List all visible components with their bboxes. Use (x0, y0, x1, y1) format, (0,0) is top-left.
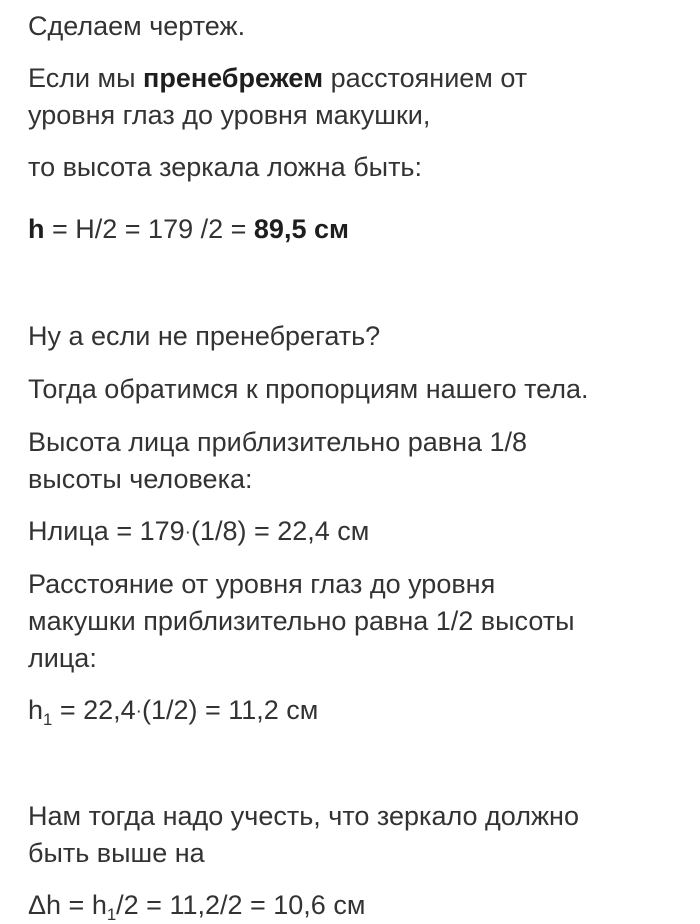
formula-expression: = H/2 = 179 /2 = (44, 214, 254, 244)
neglect-pre-text: Если мы (28, 63, 144, 93)
conclusion-line-1: Нам тогда надо учесть, что зеркало должно (28, 801, 579, 831)
distance-line-1: Расстояние от уровня глаз до уровня (28, 569, 496, 599)
intro-line: Сделаем чертеж. (28, 11, 246, 41)
formula-h1-subscript: 1 (43, 709, 53, 729)
face-height-line-1: Высота лица приблизительно равна 1/8 (28, 427, 528, 457)
formula-h1 (28, 694, 318, 728)
conclusion-line-2: быть выше на (28, 838, 205, 868)
neglect-post-text: расстоянием от (323, 63, 528, 93)
distance-line-2: макушки приблизительно равна 1/2 высоты (28, 606, 575, 636)
formula-result: 89,5 см (253, 214, 349, 244)
formula-delta-h (28, 889, 366, 924)
proportions-line: Тогда обратимся к пропорциям нашего тела. (28, 374, 589, 404)
formula-h-symbol: h (28, 214, 45, 244)
neglect-paragraph-line-1 (28, 62, 527, 94)
distance-line-3: лица: (28, 643, 97, 673)
formula-delta-post: /2 = 11,2/2 = 10,6 см (116, 890, 366, 920)
mirror-height-intro: то высота зеркала ложна быть: (28, 152, 423, 182)
formula-delta-pre: Δh = h (28, 890, 107, 920)
formula-mirror-height (28, 213, 349, 245)
question-line: Ну а если не пренебрегать? (28, 321, 381, 351)
multiply-dot: · (135, 700, 142, 722)
formula-h1-mid: = 22,4 (52, 695, 136, 725)
face-height-line-2: высоты человека: (28, 464, 253, 494)
formula-face-height (28, 515, 369, 549)
neglect-paragraph-line-2: уровня глаз до уровня макушки, (28, 100, 431, 130)
multiply-dot: · (184, 521, 191, 543)
formula-face-pre: Hлица = 179 (28, 516, 185, 546)
neglect-bold-word: пренебрежем (143, 63, 324, 93)
formula-h1-symbol: h (28, 695, 44, 725)
formula-h1-post: (1/2) = 11,2 см (141, 695, 319, 725)
formula-face-post: (1/8) = 22,4 см (190, 516, 370, 546)
formula-delta-subscript: 1 (106, 904, 117, 924)
